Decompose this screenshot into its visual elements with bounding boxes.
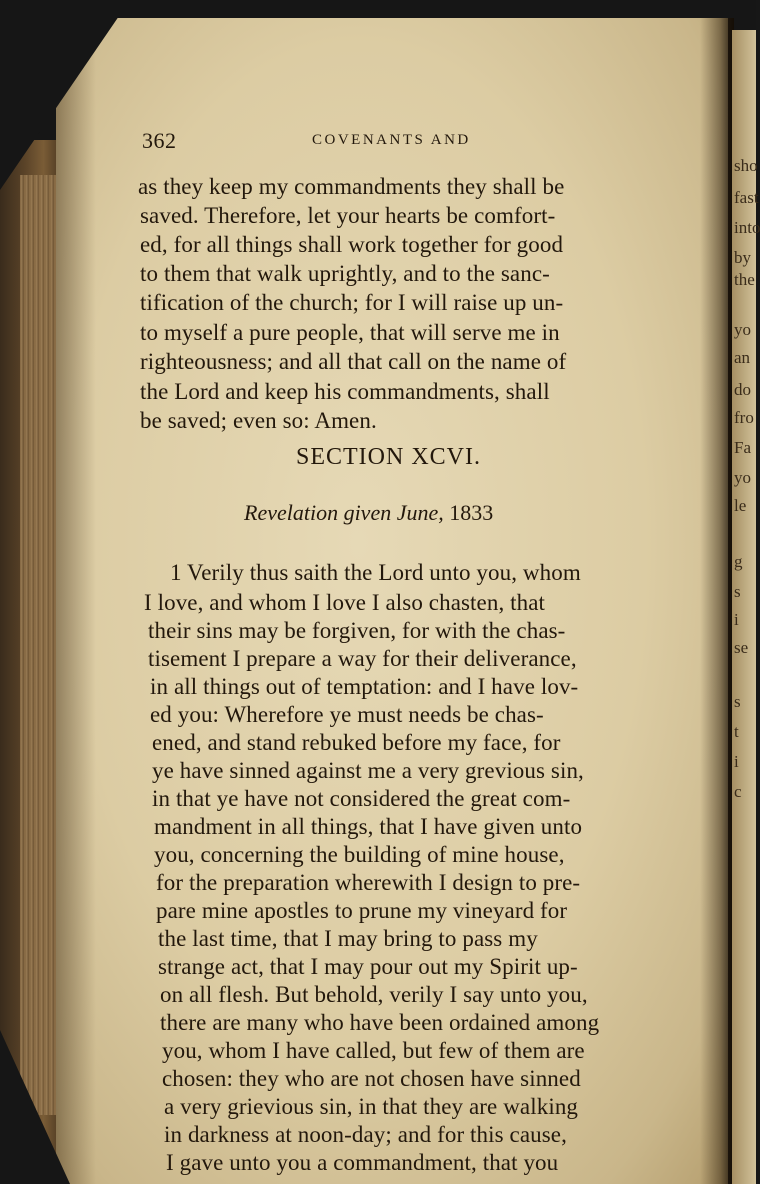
text-line: ened, and stand rebuked before my face, for [152,730,561,755]
text-line: the Lord and keep his commandments, shall [140,379,550,404]
facing-page-fragment: Fa [734,438,751,457]
facing-page-fragment: s [734,582,741,601]
facing-page-fragment: i [734,610,739,629]
facing-page-fragment: se [734,638,749,657]
text-line: mandment in all things, that I have given unto [154,814,583,839]
revelation-year: 1833 [449,500,494,525]
facing-page-fragment: t [734,722,739,741]
text-line: I gave unto you a commandment, that you [166,1150,559,1175]
revelation-date-text: Revelation given June, [244,500,444,525]
text-line: you, whom I have called, but few of them are [162,1038,585,1063]
page-gutter [700,18,734,1184]
text-line: righteousness; and all that call on the name of [140,349,567,374]
section-heading: SECTION XCVI. [296,444,481,470]
facing-page-fragment: into [734,218,760,237]
facing-page-fragment: g [734,552,743,571]
text-line: there are many who have been ordained among [160,1010,600,1035]
facing-page-fragment: yo [734,468,751,487]
facing-page-fragment: yo [734,320,751,339]
text-line: ye have sinned against me a very grevious sin, [152,758,584,783]
facing-page-fragment: do [734,380,751,399]
page-header [142,128,702,158]
facing-page-fragment: s [734,692,741,711]
text-line: to myself a pure people, that will serve me in [140,320,560,345]
section-subtitle [244,500,493,526]
text-line: tification of the church; for I will raise up un- [140,290,564,315]
text-line: pare mine apostles to prune my vineyard for [156,898,568,923]
text-line: in all things out of temptation: and I have lov- [150,674,579,699]
text-line: a very grievious sin, in that they are walking [164,1094,579,1119]
facing-page [732,30,760,1184]
facing-page-fragment: c [734,782,742,801]
text-line: ed you: Wherefore ye must needs be chas- [150,702,544,727]
text-line: strange act, that I may pour out my Spirit up- [158,954,578,979]
facing-page-fragment: fro [734,408,754,427]
page-number: 362 [142,128,177,153]
text-line: as they keep my commandments they shall be [138,174,565,199]
facing-page-fragment: an [734,348,751,367]
facing-page-fragment: i [734,752,739,771]
text-line: in darkness at noon-day; and for this cause, [164,1122,567,1147]
text-line: saved. Therefore, let your hearts be comfort- [140,203,556,228]
facing-page-fragment: the [734,270,755,289]
text-line: be saved; even so: Amen. [140,408,377,433]
text-line: ed, for all things shall work together for good [140,232,564,257]
page-shadow [56,18,96,1184]
facing-page-fragment: fast [734,188,759,207]
text-line: 1 Verily thus saith the Lord unto you, whom [170,560,581,585]
facing-page-fragment: by [734,248,751,267]
facing-page-fragment: sho [734,156,758,175]
text-line: tisement I prepare a way for their deliverance, [148,646,577,671]
text-line: to them that walk uprightly, and to the sanc- [140,261,550,286]
text-line: for the preparation wherewith I design to pre- [156,870,581,895]
text-line: the last time, that I may bring to pass my [158,926,538,951]
text-line: chosen: they who are not chosen have sinned [162,1066,581,1091]
text-line: on all flesh. But behold, verily I say unto you, [160,982,588,1007]
text-line: their sins may be forgiven, for with the chas- [148,618,566,643]
facing-page-fragment: le [734,496,747,515]
text-line: I love, and whom I love I also chasten, that [144,590,546,615]
text-line: you, concerning the building of mine house, [154,842,565,867]
running-title: COVENANTS AND [312,132,471,148]
text-line: in that ye have not considered the great com- [152,786,571,811]
